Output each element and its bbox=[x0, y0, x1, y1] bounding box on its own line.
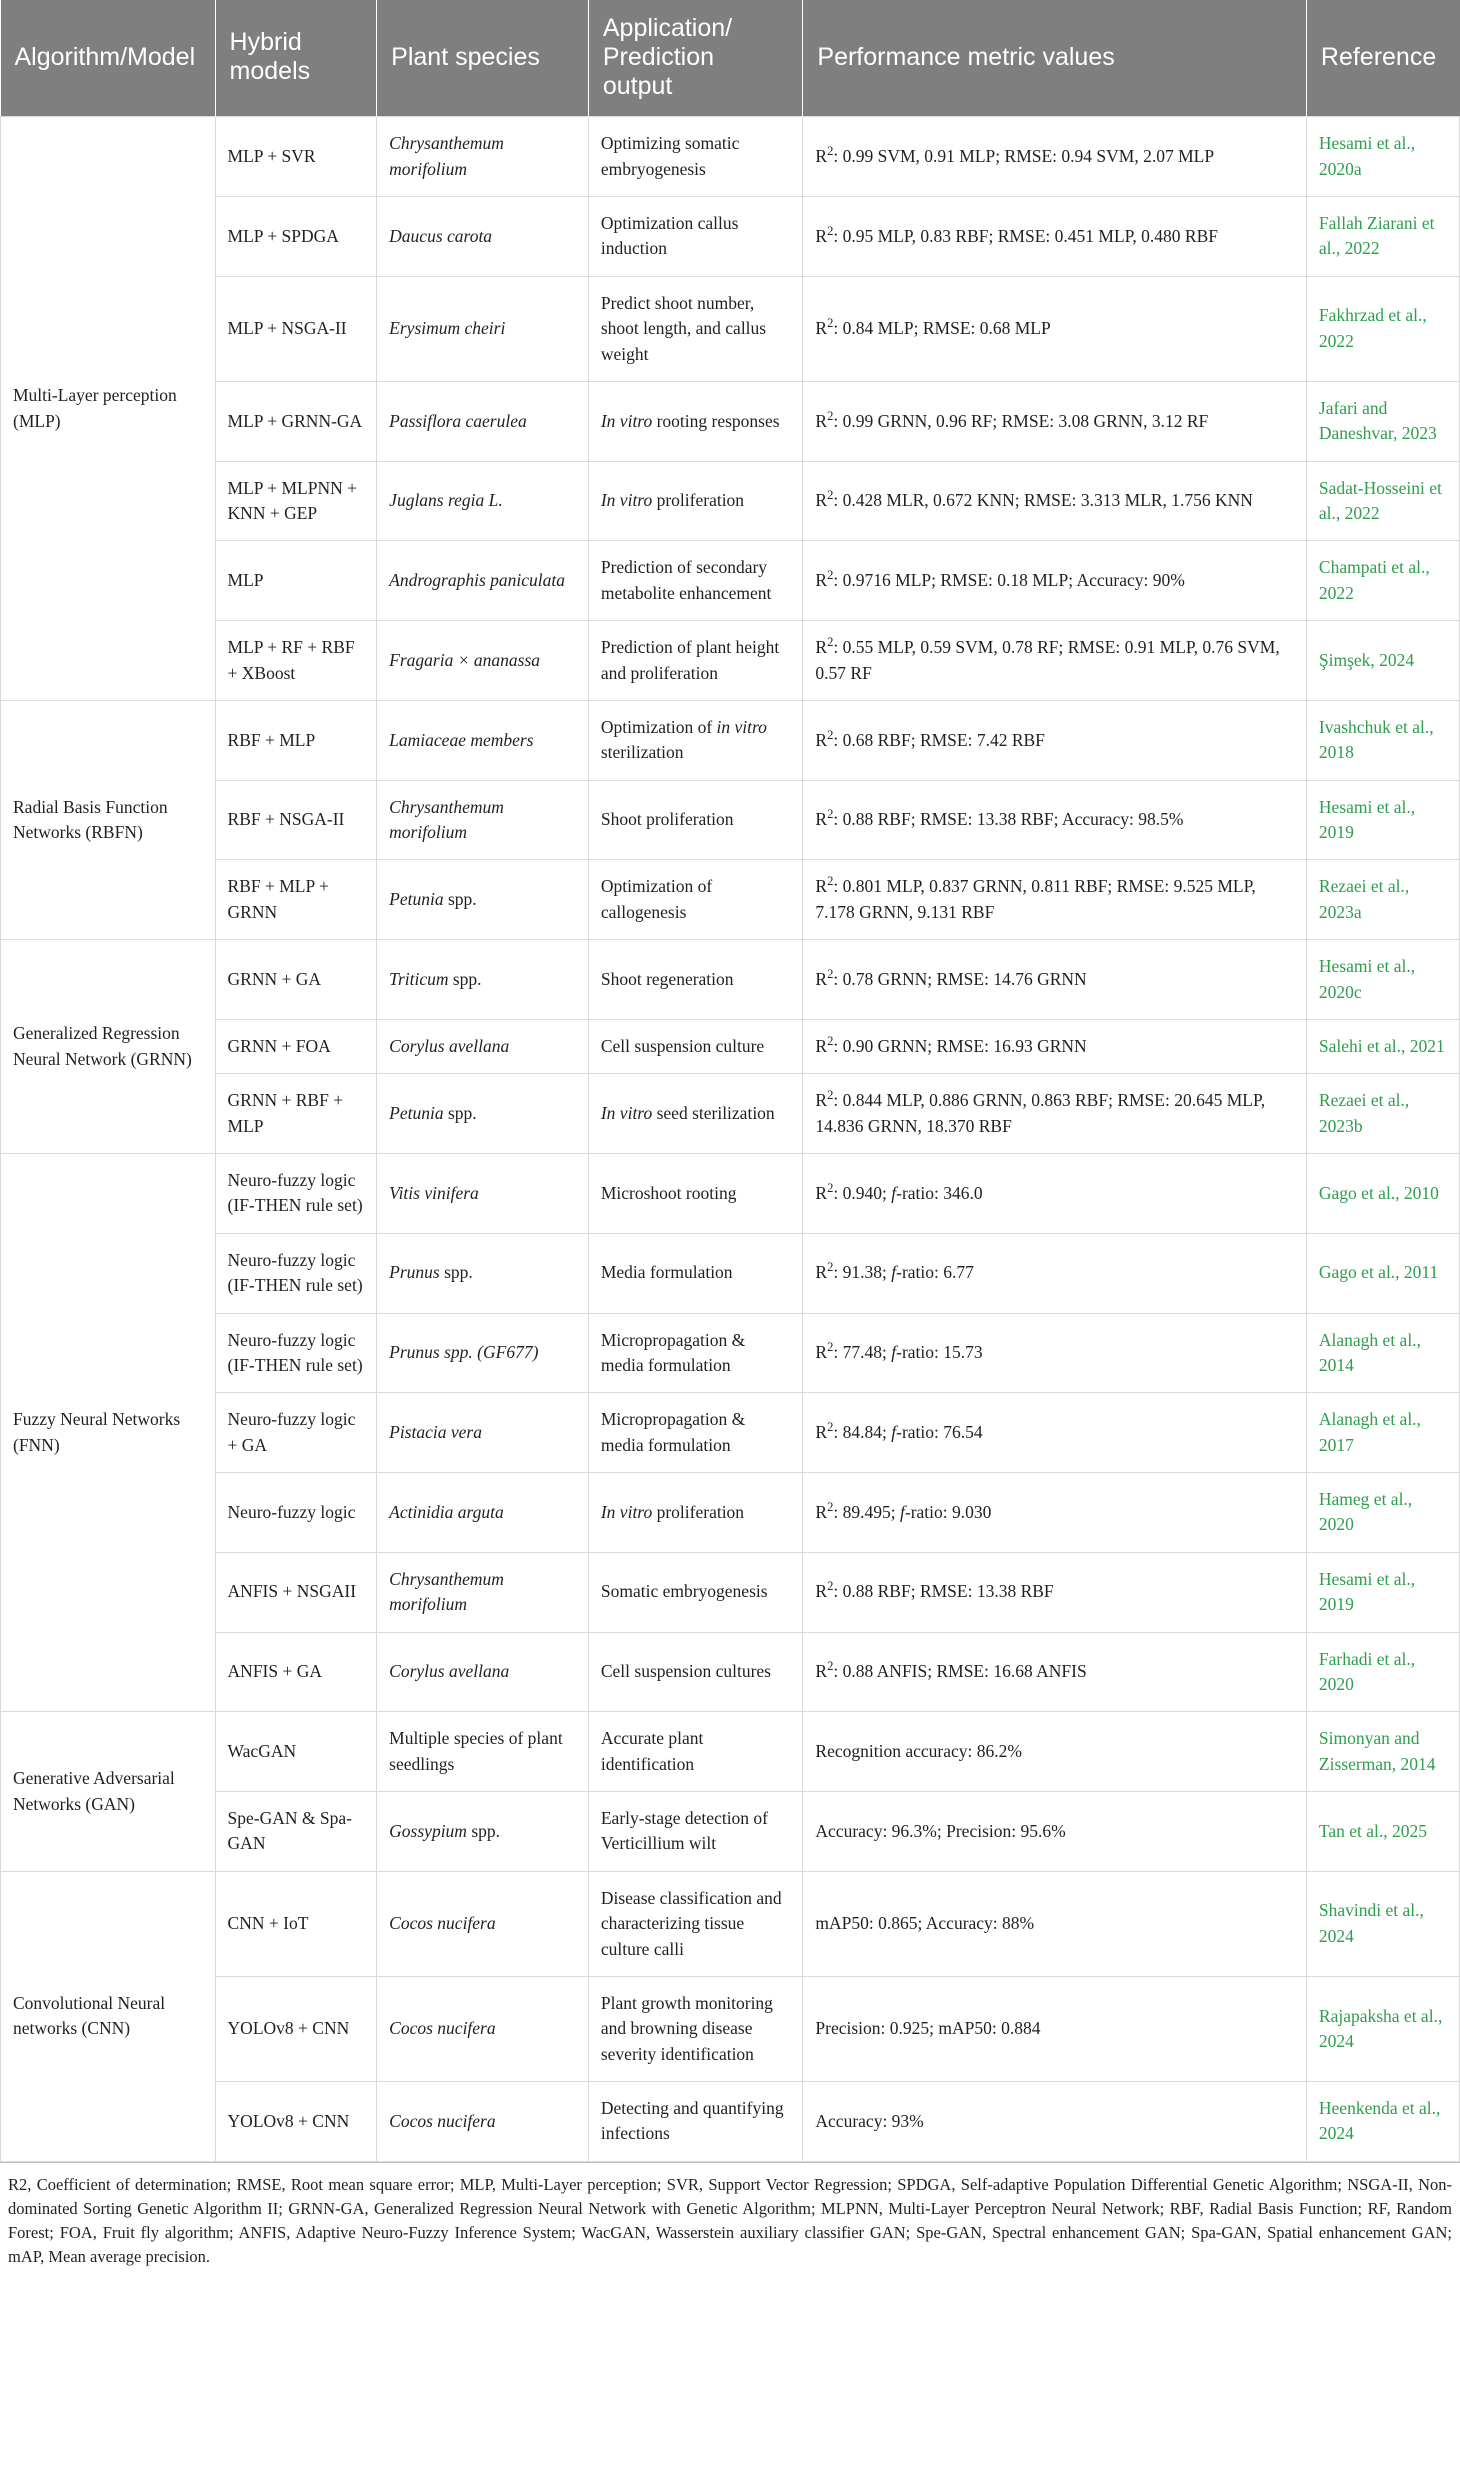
cell-reference-link[interactable]: Jafari and Daneshvar, 2023 bbox=[1306, 381, 1459, 461]
cell-reference-link[interactable]: Ivashchuk et al., 2018 bbox=[1306, 700, 1459, 780]
cell-application: Cell suspension cultures bbox=[588, 1632, 803, 1712]
cell-application: In vitro rooting responses bbox=[588, 381, 803, 461]
cell-plant-species: Pistacia vera bbox=[377, 1393, 589, 1473]
cell-performance-metrics: $R^2$: 0.844 MLP, 0.886 GRNN, 0.863 RBF; RMSE: 20.645 MLP, 14.836 GRNN, 18.370 RBF bbox=[803, 1074, 1306, 1154]
cell-plant-species: Corylus avellana bbox=[377, 1019, 589, 1073]
cell-hybrid-model: MLP + NSGA-II bbox=[215, 276, 377, 381]
table-row bbox=[1, 117, 1460, 197]
table-footnote: R2, Coefficient of determination; RMSE, Root mean square error; MLP, Multi-Layer perception; SVR, Support Vector Regression; SPDGA, Self-adaptive Population Differential Genetic Algorithm; NSGA-II, Non-dominated Sorting Genetic Algorithm II; GRNN-GA, Generalized Regression Neural Network with Genetic Algorithm; MLPNN, Multi-Layer Perceptron Neural Network; RBF, Radial Basis Function; RF, Random Forest; FOA, Fruit fly algorithm; ANFIS, Adaptive Neuro-Fuzzy Inference System; WacGAN, Wasserstein auxiliary classifier GAN; Spe-GAN, Spectral enhancement GAN; Spa-GAN, Spatial enhancement GAN; mAP, Mean average precision. bbox=[0, 2162, 1460, 2285]
table-row bbox=[1, 461, 1460, 541]
cell-reference-link[interactable]: Fallah Ziarani et al., 2022 bbox=[1306, 197, 1459, 277]
cell-reference-link[interactable]: Hesami et al., 2020c bbox=[1306, 940, 1459, 1020]
cell-hybrid-model: RBF + MLP + GRNN bbox=[215, 860, 377, 940]
cell-performance-metrics: $R^2$: 0.88 RBF; RMSE: 13.38 RBF bbox=[803, 1552, 1306, 1632]
table-row bbox=[1, 1976, 1460, 2081]
cell-hybrid-model: Neuro-fuzzy logic bbox=[215, 1473, 377, 1553]
cell-plant-species: Petunia spp. bbox=[377, 1074, 589, 1154]
cell-hybrid-model: MLP + RF + RBF + XBoost bbox=[215, 621, 377, 701]
cell-hybrid-model: RBF + NSGA-II bbox=[215, 780, 377, 860]
column-header-plant-species: Plant species bbox=[377, 0, 589, 117]
cell-performance-metrics: $R^2$: 89.495; f-ratio: 9.030 bbox=[803, 1473, 1306, 1553]
cell-performance-metrics: $R^2$: 91.38; f-ratio: 6.77 bbox=[803, 1233, 1306, 1313]
cell-hybrid-model: Neuro-fuzzy logic (IF-THEN rule set) bbox=[215, 1313, 377, 1393]
cell-application: In vitro proliferation bbox=[588, 461, 803, 541]
cell-performance-metrics: $R^2$: 84.84; f-ratio: 76.54 bbox=[803, 1393, 1306, 1473]
table-row bbox=[1, 1712, 1460, 1792]
cell-algorithm-group: Generalized Regression Neural Network (GRNN) bbox=[1, 940, 216, 1154]
table-row bbox=[1, 1871, 1460, 1976]
cell-application: In vitro proliferation bbox=[588, 1473, 803, 1553]
cell-algorithm-group: Generative Adversarial Networks (GAN) bbox=[1, 1712, 216, 1872]
cell-hybrid-model: MLP + SPDGA bbox=[215, 197, 377, 277]
cell-application: In vitro seed sterilization bbox=[588, 1074, 803, 1154]
table-row bbox=[1, 541, 1460, 621]
cell-hybrid-model: GRNN + FOA bbox=[215, 1019, 377, 1073]
cell-performance-metrics: $R^2$: 0.428 MLR, 0.672 KNN; RMSE: 3.313 MLR, 1.756 KNN bbox=[803, 461, 1306, 541]
cell-hybrid-model: MLP bbox=[215, 541, 377, 621]
cell-hybrid-model: Neuro-fuzzy logic (IF-THEN rule set) bbox=[215, 1154, 377, 1234]
cell-reference-link[interactable]: Fakhrzad et al., 2022 bbox=[1306, 276, 1459, 381]
cell-performance-metrics: $R^2$: 0.84 MLP; RMSE: 0.68 MLP bbox=[803, 276, 1306, 381]
table-row bbox=[1, 1552, 1460, 1632]
cell-reference-link[interactable]: Farhadi et al., 2020 bbox=[1306, 1632, 1459, 1712]
cell-performance-metrics: mAP50: 0.865; Accuracy: 88% bbox=[803, 1871, 1306, 1976]
cell-hybrid-model: ANFIS + GA bbox=[215, 1632, 377, 1712]
cell-plant-species: Chrysanthemum morifolium bbox=[377, 1552, 589, 1632]
column-header-algorithm: Algorithm/Model bbox=[1, 0, 216, 117]
cell-reference-link[interactable]: Champati et al., 2022 bbox=[1306, 541, 1459, 621]
cell-hybrid-model: GRNN + RBF + MLP bbox=[215, 1074, 377, 1154]
cell-performance-metrics: Recognition accuracy: 86.2% bbox=[803, 1712, 1306, 1792]
cell-plant-species: Chrysanthemum morifolium bbox=[377, 117, 589, 197]
table-row bbox=[1, 780, 1460, 860]
cell-application: Early-stage detection of Verticillium wilt bbox=[588, 1792, 803, 1872]
cell-reference-link[interactable]: Simonyan and Zisserman, 2014 bbox=[1306, 1712, 1459, 1792]
cell-performance-metrics: $R^2$: 0.90 GRNN; RMSE: 16.93 GRNN bbox=[803, 1019, 1306, 1073]
table-header bbox=[1, 0, 1460, 117]
cell-application: Microshoot rooting bbox=[588, 1154, 803, 1234]
table-row bbox=[1, 940, 1460, 1020]
cell-application: Optimization of callogenesis bbox=[588, 860, 803, 940]
cell-reference-link[interactable]: Shavindi et al., 2024 bbox=[1306, 1871, 1459, 1976]
cell-hybrid-model: Neuro-fuzzy logic + GA bbox=[215, 1393, 377, 1473]
cell-plant-species: Gossypium spp. bbox=[377, 1792, 589, 1872]
cell-reference-link[interactable]: Rezaei et al., 2023a bbox=[1306, 860, 1459, 940]
cell-reference-link[interactable]: Alanagh et al., 2017 bbox=[1306, 1393, 1459, 1473]
cell-hybrid-model: WacGAN bbox=[215, 1712, 377, 1792]
cell-plant-species: Daucus carota bbox=[377, 197, 589, 277]
column-header-performance: Performance metric values bbox=[803, 0, 1306, 117]
cell-application: Accurate plant identification bbox=[588, 1712, 803, 1792]
cell-plant-species: Lamiaceae members bbox=[377, 700, 589, 780]
cell-reference-link[interactable]: Hesami et al., 2020a bbox=[1306, 117, 1459, 197]
cell-hybrid-model: CNN + IoT bbox=[215, 1871, 377, 1976]
cell-application: Optimization of in vitro sterilization bbox=[588, 700, 803, 780]
cell-plant-species: Corylus avellana bbox=[377, 1632, 589, 1712]
cell-performance-metrics: $R^2$: 0.78 GRNN; RMSE: 14.76 GRNN bbox=[803, 940, 1306, 1020]
cell-hybrid-model: MLP + MLPNN + KNN + GEP bbox=[215, 461, 377, 541]
cell-reference-link[interactable]: Heenkenda et al., 2024 bbox=[1306, 2082, 1459, 2162]
cell-plant-species: Prunus spp. bbox=[377, 1233, 589, 1313]
table-row bbox=[1, 197, 1460, 277]
cell-reference-link[interactable]: Şimşek, 2024 bbox=[1306, 621, 1459, 701]
cell-performance-metrics: Accuracy: 93% bbox=[803, 2082, 1306, 2162]
table-row bbox=[1, 1393, 1460, 1473]
cell-performance-metrics: $R^2$: 77.48; f-ratio: 15.73 bbox=[803, 1313, 1306, 1393]
cell-plant-species: Andrographis paniculata bbox=[377, 541, 589, 621]
cell-reference-link[interactable]: Gago et al., 2011 bbox=[1306, 1233, 1459, 1313]
cell-application: Detecting and quantifying infections bbox=[588, 2082, 803, 2162]
cell-performance-metrics: Precision: 0.925; mAP50: 0.884 bbox=[803, 1976, 1306, 2081]
cell-plant-species: Actinidia arguta bbox=[377, 1473, 589, 1553]
table-row bbox=[1, 1074, 1460, 1154]
table-row bbox=[1, 1233, 1460, 1313]
cell-performance-metrics: $R^2$: 0.55 MLP, 0.59 SVM, 0.78 RF; RMSE: 0.91 MLP, 0.76 SVM, 0.57 RF bbox=[803, 621, 1306, 701]
cell-reference-link[interactable]: Alanagh et al., 2014 bbox=[1306, 1313, 1459, 1393]
cell-plant-species: Cocos nucifera bbox=[377, 2082, 589, 2162]
cell-hybrid-model: YOLOv8 + CNN bbox=[215, 2082, 377, 2162]
cell-application: Micropropagation & media formulation bbox=[588, 1313, 803, 1393]
cell-performance-metrics: $R^2$: 0.9716 MLP; RMSE: 0.18 MLP; Accuracy: 90% bbox=[803, 541, 1306, 621]
cell-performance-metrics: Accuracy: 96.3%; Precision: 95.6% bbox=[803, 1792, 1306, 1872]
cell-hybrid-model: MLP + GRNN-GA bbox=[215, 381, 377, 461]
table-row bbox=[1, 1154, 1460, 1234]
table-row bbox=[1, 700, 1460, 780]
cell-plant-species: Chrysanthemum morifolium bbox=[377, 780, 589, 860]
table-row bbox=[1, 621, 1460, 701]
cell-algorithm-group: Radial Basis Function Networks (RBFN) bbox=[1, 700, 216, 939]
cell-reference-link[interactable]: Sadat-Hosseini et al., 2022 bbox=[1306, 461, 1459, 541]
column-header-reference: Reference bbox=[1306, 0, 1459, 117]
cell-hybrid-model: YOLOv8 + CNN bbox=[215, 1976, 377, 2081]
cell-hybrid-model: RBF + MLP bbox=[215, 700, 377, 780]
cell-plant-species: Triticum spp. bbox=[377, 940, 589, 1020]
cell-application: Plant growth monitoring and browning disease severity identification bbox=[588, 1976, 803, 2081]
cell-hybrid-model: Spe-GAN & Spa-GAN bbox=[215, 1792, 377, 1872]
cell-plant-species: Juglans regia L. bbox=[377, 461, 589, 541]
table-header-row bbox=[1, 0, 1460, 117]
cell-application: Disease classification and characterizing tissue culture calli bbox=[588, 1871, 803, 1976]
cell-performance-metrics: $R^2$: 0.88 RBF; RMSE: 13.38 RBF; Accuracy: 98.5% bbox=[803, 780, 1306, 860]
column-header-application: Application/ Prediction output bbox=[588, 0, 803, 117]
cell-application: Prediction of secondary metabolite enhancement bbox=[588, 541, 803, 621]
cell-reference-link[interactable]: Rezaei et al., 2023b bbox=[1306, 1074, 1459, 1154]
cell-application: Micropropagation & media formulation bbox=[588, 1393, 803, 1473]
cell-application: Media formulation bbox=[588, 1233, 803, 1313]
cell-performance-metrics: $R^2$: 0.68 RBF; RMSE: 7.42 RBF bbox=[803, 700, 1306, 780]
cell-reference-link[interactable]: Hesami et al., 2019 bbox=[1306, 780, 1459, 860]
cell-performance-metrics: $R^2$: 0.99 GRNN, 0.96 RF; RMSE: 3.08 GRNN, 3.12 RF bbox=[803, 381, 1306, 461]
cell-plant-species: Cocos nucifera bbox=[377, 1976, 589, 2081]
cell-plant-species: Passiflora caerulea bbox=[377, 381, 589, 461]
cell-algorithm-group: Convolutional Neural networks (CNN) bbox=[1, 1871, 216, 2161]
cell-hybrid-model: Neuro-fuzzy logic (IF-THEN rule set) bbox=[215, 1233, 377, 1313]
table-body bbox=[1, 117, 1460, 2162]
cell-reference-link[interactable]: Gago et al., 2010 bbox=[1306, 1154, 1459, 1234]
cell-algorithm-group: Multi-Layer perception (MLP) bbox=[1, 117, 216, 701]
cell-algorithm-group: Fuzzy Neural Networks (FNN) bbox=[1, 1154, 216, 1712]
cell-plant-species: Fragaria × ananassa bbox=[377, 621, 589, 701]
cell-application: Optimization callus induction bbox=[588, 197, 803, 277]
cell-performance-metrics: $R^2$: 0.801 MLP, 0.837 GRNN, 0.811 RBF; RMSE: 9.525 MLP, 7.178 GRNN, 9.131 RBF bbox=[803, 860, 1306, 940]
cell-application: Predict shoot number, shoot length, and callus weight bbox=[588, 276, 803, 381]
cell-plant-species: Cocos nucifera bbox=[377, 1871, 589, 1976]
cell-reference-link[interactable]: Tan et al., 2025 bbox=[1306, 1792, 1459, 1872]
cell-hybrid-model: ANFIS + NSGAII bbox=[215, 1552, 377, 1632]
cell-application: Cell suspension culture bbox=[588, 1019, 803, 1073]
cell-reference-link[interactable]: Salehi et al., 2021 bbox=[1306, 1019, 1459, 1073]
cell-application: Shoot regeneration bbox=[588, 940, 803, 1020]
cell-reference-link[interactable]: Rajapaksha et al., 2024 bbox=[1306, 1976, 1459, 2081]
cell-plant-species: Prunus spp. (GF677) bbox=[377, 1313, 589, 1393]
column-header-hybrid-models: Hybrid models bbox=[215, 0, 377, 117]
cell-plant-species: Vitis vinifera bbox=[377, 1154, 589, 1234]
cell-performance-metrics: $R^2$: 0.940; f-ratio: 346.0 bbox=[803, 1154, 1306, 1234]
cell-plant-species: Erysimum cheiri bbox=[377, 276, 589, 381]
cell-plant-species: Multiple species of plant seedlings bbox=[377, 1712, 589, 1792]
cell-performance-metrics: $R^2$: 0.99 SVM, 0.91 MLP; RMSE: 0.94 SVM, 2.07 MLP bbox=[803, 117, 1306, 197]
cell-application: Shoot proliferation bbox=[588, 780, 803, 860]
table-row bbox=[1, 1313, 1460, 1393]
table-row bbox=[1, 1019, 1460, 1073]
cell-reference-link[interactable]: Hameg et al., 2020 bbox=[1306, 1473, 1459, 1553]
table-row bbox=[1, 1473, 1460, 1553]
cell-performance-metrics: $R^2$: 0.88 ANFIS; RMSE: 16.68 ANFIS bbox=[803, 1632, 1306, 1712]
cell-plant-species: Petunia spp. bbox=[377, 860, 589, 940]
table-row bbox=[1, 860, 1460, 940]
table-row bbox=[1, 381, 1460, 461]
table-row bbox=[1, 2082, 1460, 2162]
table-row bbox=[1, 276, 1460, 381]
cell-hybrid-model: GRNN + GA bbox=[215, 940, 377, 1020]
table-row bbox=[1, 1632, 1460, 1712]
cell-application: Somatic embryogenesis bbox=[588, 1552, 803, 1632]
cell-performance-metrics: $R^2$: 0.95 MLP, 0.83 RBF; RMSE: 0.451 MLP, 0.480 RBF bbox=[803, 197, 1306, 277]
cell-application: Prediction of plant height and proliferation bbox=[588, 621, 803, 701]
cell-reference-link[interactable]: Hesami et al., 2019 bbox=[1306, 1552, 1459, 1632]
cell-hybrid-model: MLP + SVR bbox=[215, 117, 377, 197]
cell-application: Optimizing somatic embryogenesis bbox=[588, 117, 803, 197]
table-row bbox=[1, 1792, 1460, 1872]
